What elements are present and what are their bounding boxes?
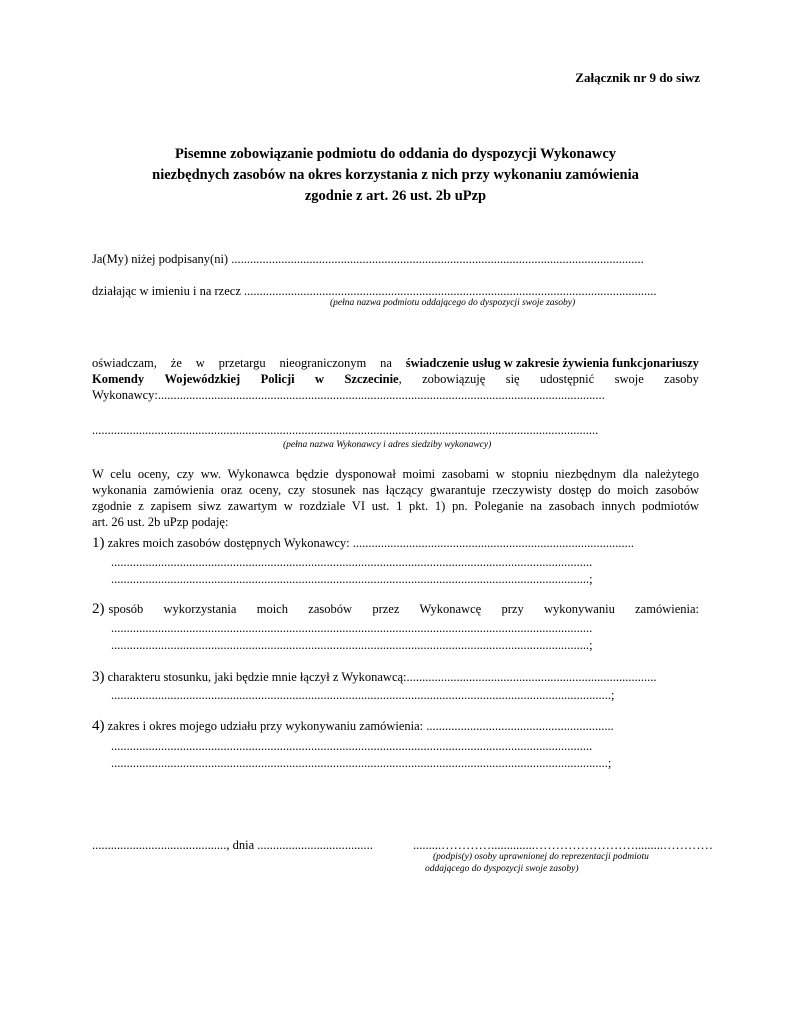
item-label: zakres moich zasobów dostępnych Wykonawcy:: [107, 536, 353, 550]
acting-label: działając w imieniu i na rzecz: [92, 284, 245, 298]
signer-dots: ....................................................................................................................................: [231, 252, 644, 266]
item-dots: ............................................................: [426, 719, 614, 733]
signature-caption-1: (podpis(y) osoby uprawnionej do reprezentacji podmiotu: [433, 852, 649, 862]
title-line-2: niezbędnych zasobów na okres korzystania z nich przy wykonaniu zamówienia: [152, 167, 639, 183]
item-2-continuation-2: .........................................................................................................................................................;: [111, 638, 593, 652]
date-dots: .....................................: [257, 838, 373, 852]
signer-label: Ja(My) niżej podpisany(ni): [92, 252, 232, 266]
title-line-3: zgodnie z art. 26 ust. 2b uPzp: [304, 188, 487, 204]
item-3-continuation-1: ................................................................................................................................................................;: [111, 688, 615, 702]
assessment-line-2: wykonania zamówienia oraz oceny, czy stosunek nas łączący gwarantuje rzeczywisty dostęp do moich zasobów: [92, 483, 699, 497]
contractor-caption: (pełna nazwa Wykonawcy i adres siedziby wykonawcy): [283, 440, 492, 450]
document-title: [0, 144, 791, 207]
item-2: [92, 601, 699, 618]
item-label: zakres i okres mojego udziału przy wykonywaniu zamówienia:: [107, 719, 427, 733]
item-4-continuation-2: ...............................................................................................................................................................;: [111, 756, 612, 770]
statement-paragraph: [92, 355, 699, 403]
statement-line-2: Komendy Wojewódzkiej Policji w Szczecinie, zobowiązuję się udostępnić swoje zasoby: [92, 372, 699, 386]
title-line-1: Pisemne zobowiązanie podmiotu do oddania do dyspozycji Wykonawcy: [174, 146, 617, 162]
item-1-continuation-1: ..........................................................................................................................................................: [111, 555, 593, 569]
date-label: , dnia: [226, 838, 258, 852]
item-4-continuation-1: ..........................................................................................................................................................: [111, 739, 593, 753]
acting-caption: (pełna nazwa podmiotu oddającego do dyspozycji swoje zasoby): [330, 298, 576, 308]
item-number: 3): [92, 669, 105, 685]
signer-field: [92, 252, 644, 267]
item-dots: ..........................................................................................: [352, 536, 635, 550]
item-number: 2): [92, 601, 105, 617]
place-date-field: [92, 838, 373, 853]
contractor-dots: ...............................................................................................................................................: [157, 388, 605, 402]
item-label: charakteru stosunku, jaki będzie mnie łączył z Wykonawcą:: [107, 670, 407, 684]
signature-dots: .........…………..............…………………….........…………: [413, 838, 713, 852]
item-2-continuation-1: ..........................................................................................................................................................: [111, 621, 593, 635]
assessment-paragraph: [92, 466, 699, 530]
service-description: świadczenie usług w zakresie żywienia funkcjonariuszy: [405, 356, 699, 370]
item-4: [92, 718, 614, 735]
signature-caption-2: oddającego do dyspozycji swoje zasoby): [425, 864, 579, 874]
item-number: 1): [92, 535, 105, 551]
place-dots: ...........................................: [92, 838, 227, 852]
acting-dots: ....................................................................................................................................: [244, 284, 657, 298]
assessment-line-3: zgodnie z zapisem siwz zawartym w rozdziale VI ust. 1 pkt. 1) pn. Poleganie na zasobach innych podmiotów: [92, 499, 699, 513]
statement-line-3: [92, 387, 699, 403]
item-3: [92, 669, 657, 686]
contractor-label: Wykonawcy:: [92, 388, 158, 402]
assessment-line-1: W celu oceny, czy ww. Wykonawca będzie dysponował moimi zasobami w stopniu niezbędnym dla należytego: [92, 467, 699, 481]
item-1-continuation-2: .........................................................................................................................................................;: [111, 572, 593, 586]
contractor-full-dots: ..................................................................................................................................................................: [92, 423, 599, 437]
statement-line-1: oświadczam, że w przetargu nieograniczonym na świadczenie usług w zakresie żywienia funkcjonariuszy: [92, 356, 699, 370]
assessment-line-4: art. 26 ust. 2b uPzp podaję:: [92, 515, 229, 529]
item-label: sposób wykorzystania moich zasobów przez Wykonawcę przy wykonywaniu zamówienia:: [108, 602, 699, 616]
item-number: 4): [92, 718, 105, 734]
attachment-label: Załącznik nr 9 do siwz: [575, 70, 700, 85]
item-1: [92, 535, 699, 552]
item-dots: ................................................................................: [406, 670, 657, 684]
acting-field: [92, 284, 657, 299]
